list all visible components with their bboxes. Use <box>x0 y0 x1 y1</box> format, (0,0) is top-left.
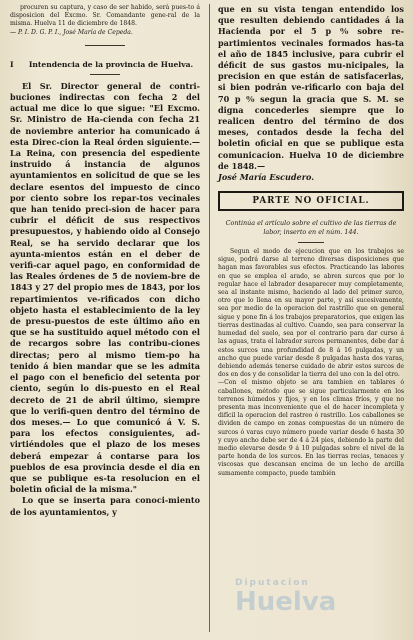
article-paragraph-2: —Con el mismo objeto se ara tambien en tablares ó caballones, método que se sigue particularmente en los terrenos húmedos y fijos, y en los climas fríos, y que no presenta mas inconveniente que el de hacer incompleta y difícil la operacion del rastreo ó rastrillo. Los caballones se dividen de campo en zonas compuestas de un número de surcos ó varas cuyo número puede variar desde 6 hasta 30 y cuyo ancho debe ser de 4 á 24 pies, debiendo la parte del medio elevarse desde 9 á 10 pulgadas sobre el nivel de la parte honda de los surcos. En las tierras recias, tenaces y viscosas que descansan encima de un lecho de arcilla sumamente compacto, puede también <box>218 379 404 477</box>
article-paragraph-1: Segun el modo de ejecucion que en los trabajos se sigue, podrá darse al terreno diversas disposiciones que hagan mas favorables sus efectos. Practicando las labores en que se emplea el arado, se abren surcos que por lo regular hace el labrador desaparecer muy completamente, sea al instante mismo, haciendo al lado del primer surco, otro que lo llena en su mayor parte, y así sucesivamente, sea por medio de la operacion del rastrillo que en general sigue y pone fin á los trabajos preparatorios, que exigen las tierras destinadas al cultivo. Cuando, sea para conservar la humedad del suelo, sea por el contrario para dar curso á las aguas, trata el labrador surcos permanentes, debe dar á estos surcos una profundidad de 8 á 16 pulgadas, y un ancho que puede variar desde 8 pulgadas hasta dos varas, debiendo además tenerse cuidado de abrir estos surcos de dos en dos y de consolidar la tierra del uno con la del otro. <box>218 248 404 379</box>
left-top-signature: — P. I. D. G. P. I., José María de Cepeda. <box>10 28 133 36</box>
separator-rule <box>298 242 324 243</box>
article-intro: Continúa el artículo sobre el cultivo de las tierras de labor, inserto en el núm. 144. <box>225 219 397 236</box>
column-divider <box>209 4 210 632</box>
parte-no-oficial-title: PARTE NO OFICIAL. <box>218 191 404 211</box>
watermark-text: Huelva <box>235 587 337 617</box>
right-signature: José María Escudero. <box>218 172 315 183</box>
right-column <box>218 4 404 478</box>
right-bold-paragraph: que en su vista tengan entendido los que resulten debiendo cantidades á la Hacienda por el 5 p ⁰⁄₀ sobre re-partimientos vecinales formados has-ta el año de 1845 inclusive, para cubrir el déficit de sus gastos mu-nicipales, la precision en que están de satisfacerlas, si bien podrán ve-rificarlo con baja del 70 p ⁰⁄₀ segun la gracia que S. M. se digna concederles siempre que lo realicen dentro del término de dos meses, contados desde la fecha del boletin oficial en que se publique esta comunicacion. Huelva 10 de diciembre de 1848.— <box>218 4 404 171</box>
section-heading-intendencia <box>10 60 200 70</box>
pilcrow-icon: Ⅰ <box>10 59 14 69</box>
separator-rule <box>85 45 125 46</box>
separator-rule <box>90 74 120 75</box>
library-watermark <box>235 578 395 634</box>
section-heading-text: Intendencia de la provincia de Huelva. <box>28 59 194 69</box>
left-bold-paragraph: El Sr. Director general de contri-buciones indirectas con fecha 2 del actual me dice lo que sigue: "El Excmo. Sr. Ministro de Ha-cienda con fecha 21 de noviembre anterior ha comunicado á esta Direc-cion la Real órden siguiente.— La Reina, con presencia del espediente instruido á instancia de algunos ayuntamientos en solicitud de que se les declare esentos del impuesto de cinco por ciento sobre los repar-tos vecinales que han tenido preci-sion de hacer para cubrir el déficit de sus respectivos presupuestos, y habiendo oido al Consejo Real, se ha servido declarar que los ayunta-mientos están en el deber de verifi-car aquel pago, en conformidad de las Reales órdenes de 5 de noviem-bre de 1843 y 27 del propio mes de 1843, por los repartimientos ve-rificados con dicho objeto hasta el establecimiento de la ley de presu-puestos de este último año en que se ha sustituido aquel método con el de recargos sobre las contribu-ciones directas; pero al mismo tiem-po ha tenido á bien mandar que se les admita el pago con el beneficio del setenta por ciento, según lo dis-puesto en el Real decreto de 21 de abril último, siempre que lo verifi-quen dentro del término de dos meses.— Lo que comunicó á V. S. para los efectos consiguientes, ad-virtiéndoles que el plazo de los meses deberá empezar á contarse para los pueblos de esa provincia desde el dia en que se publique es-ta resolucion en el boletin oficial de la misma." <box>10 80 200 495</box>
watermark-sub: Diputacion <box>235 578 310 588</box>
left-final-paragraph: Lo que se inserta para conoci-miento de los ayuntamientos, y <box>10 495 200 517</box>
left-column <box>10 4 200 518</box>
left-top-text: procuren su captura, y caso de ser habido, será pues-to á disposicion del Excmo. Sr. Comandante gene-ral de la misma. Huelva 11 de diciembre de 1848. <box>10 4 200 28</box>
